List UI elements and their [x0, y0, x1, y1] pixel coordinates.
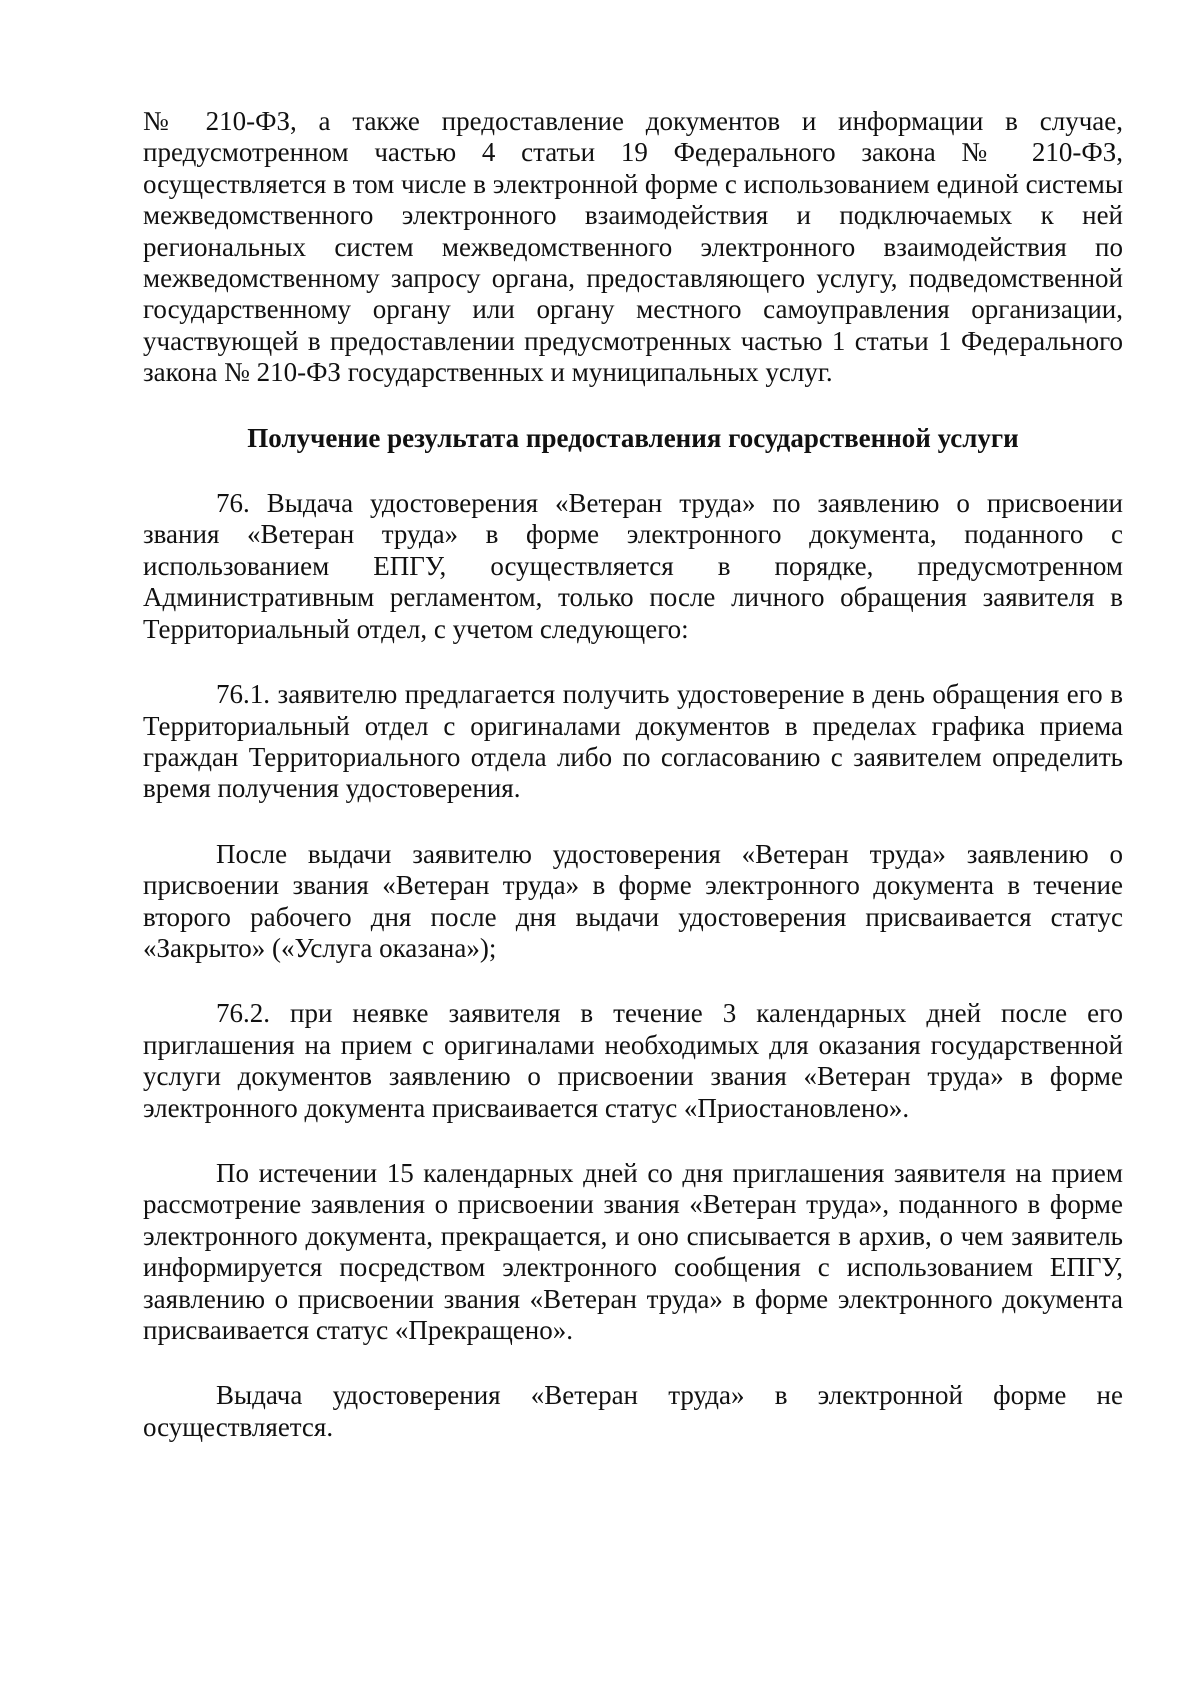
- section-heading: Получение результата предоставления государственной услуги: [247, 422, 1019, 453]
- document-body: [143, 106, 1123, 1443]
- paragraph-76: 76. Выдача удостоверения «Ветеран труда» по заявлению о присвоении звания «Ветеран труда» в форме электронного документа, поданного с использованием ЕПГУ, осуществляется в порядке, предусмотренном Административным регламентом, только после личного обращения заявителя в Территориальный отдел, с учетом следующего:: [143, 488, 1123, 644]
- paragraph-interagency-requests: № 210-ФЗ, а также предоставление документов и информации в случае, предусмотренном частью 4 статьи 19 Федерального закона № 210-ФЗ, осуществляется в том числе в электронной форме с использованием единой системы межведомственного электронного взаимодействия и подключаемых к ней региональных систем межведомственного электронного взаимодействия по межведомственному запросу органа, предоставляющего услугу, подведомственной государственному органу или органу местного самоуправления организации, участвующей в предоставлении предусмотренных частью 1 статьи 1 Федерального закона № 210-ФЗ государственных и муниципальных услуг.: [143, 106, 1123, 388]
- paragraph-76-1: 76.1. заявителю предлагается получить удостоверение в день обращения его в Территориальный отдел с оригиналами документов в пределах графика приема граждан Территориального отдела либо по согласованию с заявителем определить время получения удостоверения.: [143, 679, 1123, 804]
- paragraph-76-2: 76.2. при неявке заявителя в течение 3 календарных дней после его приглашения на прием с оригиналами необходимых для оказания государственной услуги документов заявлению о присвоении звания «Ветеран труда» в форме электронного документа присваивается статус «Приостановлено».: [143, 998, 1123, 1123]
- paragraph-no-electronic-issue: Выдача удостоверения «Ветеран труда» в электронной форме не осуществляется.: [143, 1380, 1123, 1442]
- paragraph-status-terminated: По истечении 15 календарных дней со дня приглашения заявителя на прием рассмотрение заявления о присвоении звания «Ветеран труда», поданного в форме электронного документа, прекращается, и оно списывается в архив, о чем заявитель информируется посредством электронного сообщения с использованием ЕПГУ, заявлению о присвоении звания «Ветеран труда» в форме электронного документа присваивается статус «Прекращено».: [143, 1157, 1123, 1345]
- paragraph-status-closed: После выдачи заявителю удостоверения «Ветеран труда» заявлению о присвоении звания «Ветеран труда» в форме электронного документа в течение второго рабочего дня после дня выдачи удостоверения присваивается статус «Закрыто» («Услуга оказана»);: [143, 838, 1123, 963]
